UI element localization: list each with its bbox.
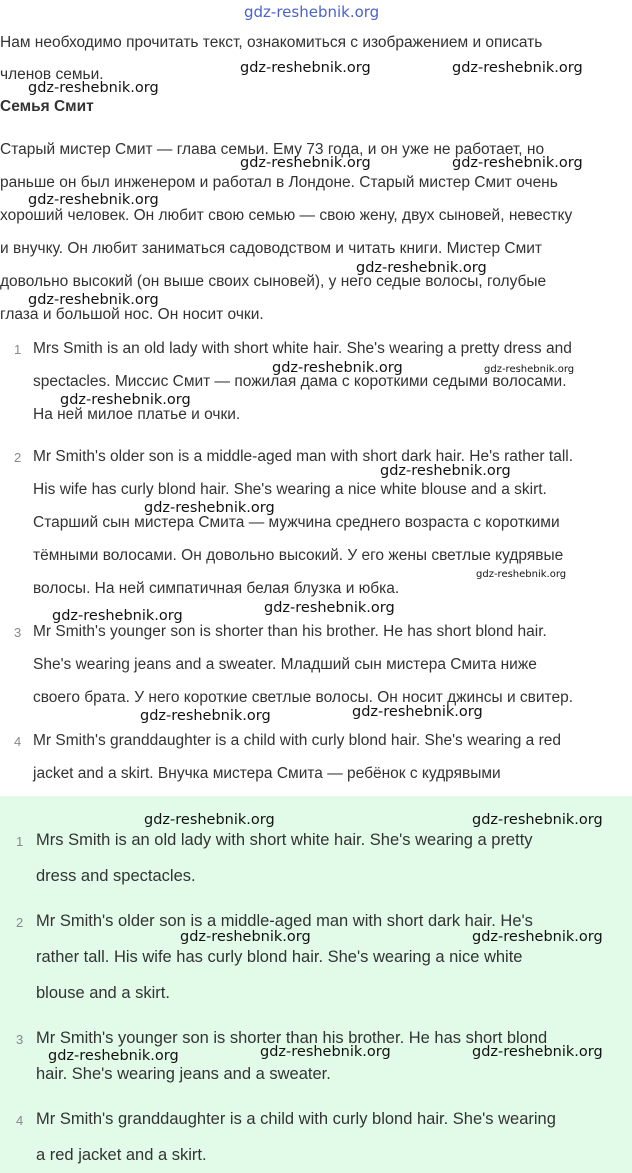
watermark: gdz-reshebnik.org: [240, 60, 371, 76]
paragraph-line: раньше он был инженером и работал в Лондоне. Старый мистер Смит очень: [0, 174, 558, 191]
watermark: gdz-reshebnik.org: [144, 812, 275, 828]
watermark: gdz-reshebnik.org: [380, 463, 511, 479]
answer-number: 2: [16, 915, 24, 930]
answer-number: 1: [16, 834, 24, 849]
paragraph-line: глаза и большой нос. Он носит очки.: [0, 306, 264, 323]
answer-line: Mrs Smith is an old lady with short white hair. She's wearing a pretty: [36, 831, 533, 849]
item-line: Старший сын мистера Смита — мужчина среднего возраста с короткими: [33, 514, 560, 531]
item-number: 1: [14, 342, 22, 357]
item-number: 4: [14, 734, 22, 749]
watermark: gdz-reshebnik.org: [244, 3, 380, 21]
answer-number: 4: [16, 1113, 24, 1128]
item-line: His wife has curly blond hair. She's wearing a nice white blouse and a skirt.: [33, 481, 547, 498]
watermark: gdz-reshebnik.org: [452, 155, 583, 171]
watermark: gdz-reshebnik.org: [140, 708, 271, 724]
paragraph-line: и внучку. Он любит заниматься садоводством и читать книги. Мистер Смит: [0, 240, 543, 257]
paragraph-line: Старый мистер Смит — глава семьи. Ему 73 года, и он уже не работает, но: [0, 141, 545, 158]
item-line: Mr Smith's older son is a middle-aged man with short dark hair. He's rather tall.: [33, 448, 574, 465]
watermark: gdz-reshebnik.org: [180, 929, 311, 945]
item-line: She's wearing jeans and a sweater. Младший сын мистера Смита ниже: [33, 656, 537, 673]
watermark: gdz-reshebnik.org: [352, 704, 483, 720]
item-number: 2: [14, 450, 22, 465]
answer-line: blouse and a skirt.: [36, 984, 170, 1002]
item-line: На ней милое платье и очки.: [33, 406, 241, 423]
watermark: gdz-reshebnik.org: [272, 360, 403, 376]
answer-line: Mr Smith's older son is a middle-aged man with short dark hair. He's: [36, 912, 533, 930]
watermark: gdz-reshebnik.org: [264, 600, 395, 616]
intro-line-1: Нам необходимо прочитать текст, ознакомиться с изображением и описать: [0, 34, 543, 51]
answer-line: Mr Smith's younger son is shorter than his brother. He has short blond: [36, 1029, 548, 1047]
watermark: gdz-reshebnik.org: [452, 60, 583, 76]
item-line: Mr Smith's granddaughter is a child with curly blond hair. She's wearing a red: [33, 732, 562, 749]
watermark: gdz-reshebnik.org: [472, 1044, 603, 1060]
item-line: тёмными волосами. Он довольно высокий. У его жены светлые кудрявые: [33, 547, 564, 564]
item-line: jacket and a skirt. Внучка мистера Смита — ребёнок с кудрявыми: [33, 765, 501, 782]
watermark: gdz-reshebnik.org: [472, 929, 603, 945]
answer-line: rather tall. His wife has curly blond hair. She's wearing a nice white: [36, 948, 523, 966]
answer-line: dress and spectacles.: [36, 867, 196, 885]
answer-line: hair. She's wearing jeans and a sweater.: [36, 1065, 331, 1083]
watermark: gdz-reshebnik.org: [48, 1048, 179, 1064]
watermark: gdz-reshebnik.org: [356, 260, 487, 276]
paragraph-line: довольно высокий (он выше своих сыновей), у него седые волосы, голубые: [0, 273, 547, 290]
watermark: gdz-reshebnik.org: [52, 608, 183, 624]
item-line: своего брата. У него короткие светлые волосы. Он носит джинсы и свитер.: [33, 689, 574, 706]
answer-number: 3: [16, 1032, 24, 1047]
watermark: gdz-reshebnik.org: [28, 292, 159, 308]
item-line: волосы. На ней симпатичная белая блузка и юбка.: [33, 580, 400, 597]
item-line: Mrs Smith is an old lady with short white hair. She's wearing a pretty dress and: [33, 340, 572, 357]
item-number: 3: [14, 625, 22, 640]
item-line: Mr Smith's younger son is shorter than his brother. He has short blond hair.: [33, 623, 547, 640]
watermark: gdz-reshebnik.org: [144, 500, 275, 516]
answer-line: Mr Smith's granddaughter is a child with curly blond hair. She's wearing: [36, 1110, 556, 1128]
item-line: spectacles. Миссис Смит — пожилая дама с короткими седыми волосами.: [33, 373, 567, 390]
watermark: gdz-reshebnik.org: [260, 1044, 391, 1060]
answer-line: a red jacket and a skirt.: [36, 1146, 207, 1164]
section-title: Семья Смит: [0, 98, 94, 115]
watermark: gdz-reshebnik.org: [28, 192, 159, 208]
intro-line-2: членов семьи.: [0, 66, 104, 83]
watermark: gdz-reshebnik.org: [240, 155, 371, 171]
watermark: gdz-reshebnik.org: [476, 569, 567, 580]
paragraph-line: хороший человек. Он любит свою семью — свою жену, двух сыновей, невестку: [0, 207, 573, 224]
watermark: gdz-reshebnik.org: [484, 364, 575, 375]
watermark: gdz-reshebnik.org: [60, 392, 191, 408]
watermark: gdz-reshebnik.org: [28, 80, 159, 96]
watermark: gdz-reshebnik.org: [472, 812, 603, 828]
